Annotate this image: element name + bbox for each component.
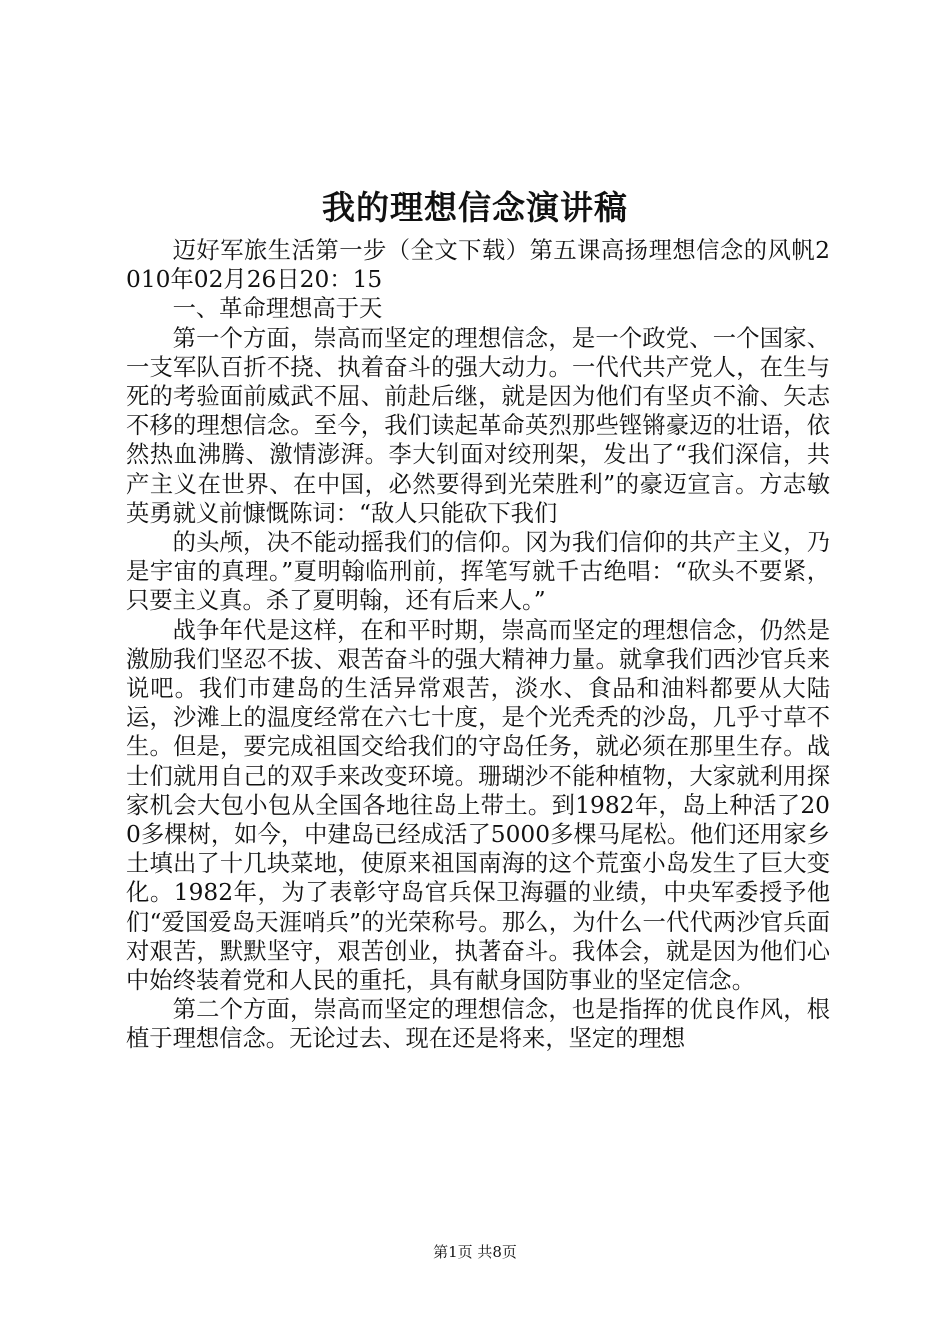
page-footer: 第1页 共8页 bbox=[433, 1243, 517, 1261]
paragraph: 的头颅，决不能动摇我们的信仰。冈为我们信仰的共产主义，乃是宇宙的真理。”夏明翰临刑前，挥笔写就千古绝唱：“砍头不要紧，只要主义真。杀了夏明翰，还有后来人。” bbox=[126, 529, 830, 615]
paragraph: 战争年代是这样，在和平时期，崇高而坚定的理想信念，仍然是激励我们坚忍不拔、艰苦奋斗的强大精神力量。就拿我们西沙官兵来说吧。我们巿建岛的生活异常艰苦，淡水、食品和油料都要从大陆运，沙滩上的温度经常在六七十度，是个光秃秃的沙岛，几乎寸草不生。但是，要完成祖国交给我们的守岛任务，就必须在那里生存。战士们就用自己的双手来改变环境。珊瑚沙不能种植物，大家就利用探家机会大包小包从全国各地往岛上带土。到1982年，岛上种活了200多棵树，如今，中建岛已经成活了5000多棵马尾松。他们还用家乡土填出了十几块菜地，使原来祖国南海的这个荒蛮小岛发生了巨大变化。1982年，为了表彰守岛官兵保卫海疆的业绩，中央军委授予他们“爱国爱岛天涯哨兵”的光荣称号。那么，为什么一代代两沙官兵面对艰苦，默默坚守，艰苦创业，执著奋斗。我体会，就是因为他们心中始终装着党和人民的重托，具有献身国防事业的坚定信念。 bbox=[126, 616, 830, 995]
paragraph: 第一个方面，崇高而坚定的理想信念，是一个政党、一个国家、一支军队百折不挠、执着奋斗的强大动力。一代代共产党人，在生与死的考验面前威武不屈、前赴后继，就是因为他们有坚贞不渝、矢志不移的理想信念。至今，我们读起革命英烈那些铿锵豪迈的壮语，依然热血沸腾、激情澎湃。李大钊面对绞刑架，发出了“我们深信，共产主义在世界、在中国，必然要得到光荣胜利”的豪迈宣言。方志敏英勇就义前慷慨陈词：“敌人只能砍下我们 bbox=[126, 324, 830, 527]
document-body bbox=[126, 236, 830, 1054]
section-heading: 一、革命理想高于天 bbox=[172, 295, 383, 323]
page-title: 我的理想信念演讲稿 bbox=[322, 188, 628, 227]
paragraph: 第二个方面，崇高而坚定的理想信念，也是指挥的优良作风，根植于理想信念。无论过去、现在还是将来，坚定的理想 bbox=[126, 996, 830, 1053]
paragraph-intro: 迈好军旅生活第一步（全文下载）第五课高扬理想信念的风帆2010年02月26日20：15 bbox=[126, 237, 830, 294]
